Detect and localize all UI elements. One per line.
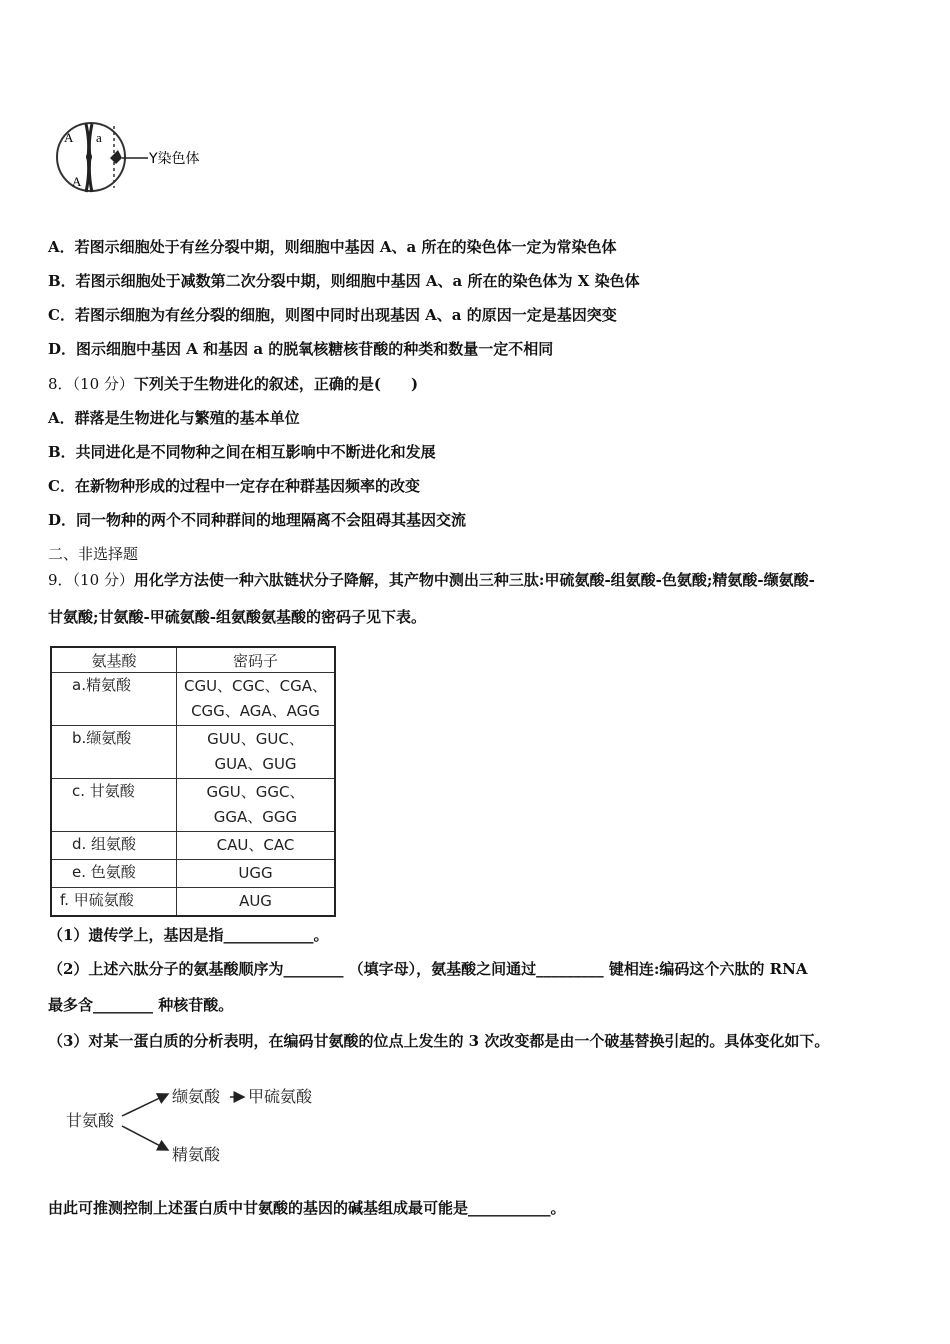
table-row (51, 726, 335, 779)
codon-line: GGU、GGC、 (206, 783, 305, 801)
table-row (51, 832, 335, 860)
gene-label-A: A (64, 130, 74, 145)
q7-option-b: B．若图示细胞处于减数第二次分裂中期，则细胞中基因 A、a 所在的染色体为 X 染色体 (48, 272, 640, 290)
q9-sub1: （1）遗传学上，基因是指____________。 (48, 926, 329, 944)
q9-sub3: （3）对某一蛋白质的分析表明，在编码甘氨酸的位点上发生的 3 次改变都是由一个破基替换引起的。具体变化如下。 (48, 1032, 830, 1050)
q9-number: 9．（10 分） (48, 571, 134, 589)
codon-cell (177, 673, 336, 726)
codon-cell: UGG (177, 860, 336, 888)
codon-table (50, 646, 336, 917)
q9-stem-text: 用化学方法使一种六肽链状分子降解，其产物中测出三种三肽:甲硫氨酸-组氨酸-色氨酸;精氨酸-缬氨酸- (133, 571, 815, 589)
diagram-upper: 缬氨酸 (172, 1087, 221, 1106)
codon-line: CGU、CGC、CGA、 (183, 677, 327, 695)
codon-cell (177, 779, 336, 832)
codon-cell: CAU、CAC (177, 832, 336, 860)
gene-label-a: a (96, 130, 102, 145)
codon-table-header-aa: 氨基酸 (51, 647, 177, 673)
gene-label-A-lower: A (72, 174, 82, 189)
codon-line: GUU、GUC、 (207, 730, 304, 748)
q8-option-b: B．共同进化是不同物种之间在相互影响中不断进化和发展 (48, 443, 436, 461)
q7-option-d: D．图示细胞中基因 A 和基因 a 的脱氧核糖核苷酸的种类和数量一定不相同 (48, 340, 554, 358)
table-row (51, 673, 335, 726)
q9-sub2-line1: （2）上述六肽分子的氨基酸顺序为________ （填字母），氨基酸之间通过_________ 键相连:编码这个六肽的 RNA (48, 960, 808, 978)
centromere-dot (86, 153, 92, 161)
q9-stem-line1 (48, 569, 815, 590)
table-row (51, 860, 335, 888)
codon-table-header-codon: 密码子 (177, 647, 336, 673)
section-heading: 二、非选择题 (48, 545, 139, 563)
aa-cell: b.缬氨酸 (51, 726, 177, 779)
codon-line: GGA、GGG (213, 808, 298, 826)
q8-option-c: C．在新物种形成的过程中一定存在种群基因频率的改变 (48, 477, 420, 495)
arrow-lower (122, 1126, 168, 1150)
cell-chromosome-figure (52, 112, 232, 202)
q8-option-a: A．群落是生物进化与繁殖的基本单位 (48, 409, 300, 427)
diagram-start: 甘氨酸 (66, 1111, 115, 1130)
aa-cell: a.精氨酸 (51, 673, 177, 726)
codon-line: CGG、AGA、AGG (191, 702, 320, 720)
y-chromosome-label: Y染色体 (149, 151, 200, 167)
codon-cell (177, 726, 336, 779)
arrow-upper (122, 1094, 168, 1116)
q7-option-c: C．若图示细胞为有丝分裂的细胞，则图中同时出现基因 A、a 的原因一定是基因突变 (48, 306, 617, 324)
y-chromosome-shape (110, 150, 122, 164)
q9-stem-line2: 甘氨酸;甘氨酸-甲硫氨酸-组氨酸氨基酸的密码子见下表。 (48, 608, 426, 626)
q9-conclusion: 由此可推测控制上述蛋白质中甘氨酸的基因的碱基组成最可能是___________。 (48, 1199, 566, 1217)
codon-cell: AUG (177, 888, 336, 917)
aa-cell: d. 组氨酸 (51, 832, 177, 860)
aa-cell: c. 甘氨酸 (51, 779, 177, 832)
table-row (51, 779, 335, 832)
q8-option-d: D．同一物种的两个不同种群间的地理隔离不会阻碍其基因交流 (48, 511, 467, 529)
q7-option-a: A．若图示细胞处于有丝分裂中期，则细胞中基因 A、a 所在的染色体一定为常染色体 (48, 238, 617, 256)
q9-sub2-line2: 最多含________ 种核苷酸。 (48, 996, 234, 1014)
diagram-upper-next: 甲硫氨酸 (248, 1087, 313, 1106)
aa-cell: e. 色氨酸 (51, 860, 177, 888)
codon-line: GUA、GUG (214, 755, 297, 773)
q8-number: 8．（10 分） (48, 375, 134, 393)
aa-cell: f. 甲硫氨酸 (51, 888, 177, 917)
mutation-diagram (62, 1080, 352, 1170)
diagram-lower: 精氨酸 (172, 1145, 221, 1164)
q8-stem (48, 373, 418, 394)
q8-stem-text: 下列关于生物进化的叙述，正确的是( ) (133, 375, 419, 393)
table-row (51, 888, 335, 917)
